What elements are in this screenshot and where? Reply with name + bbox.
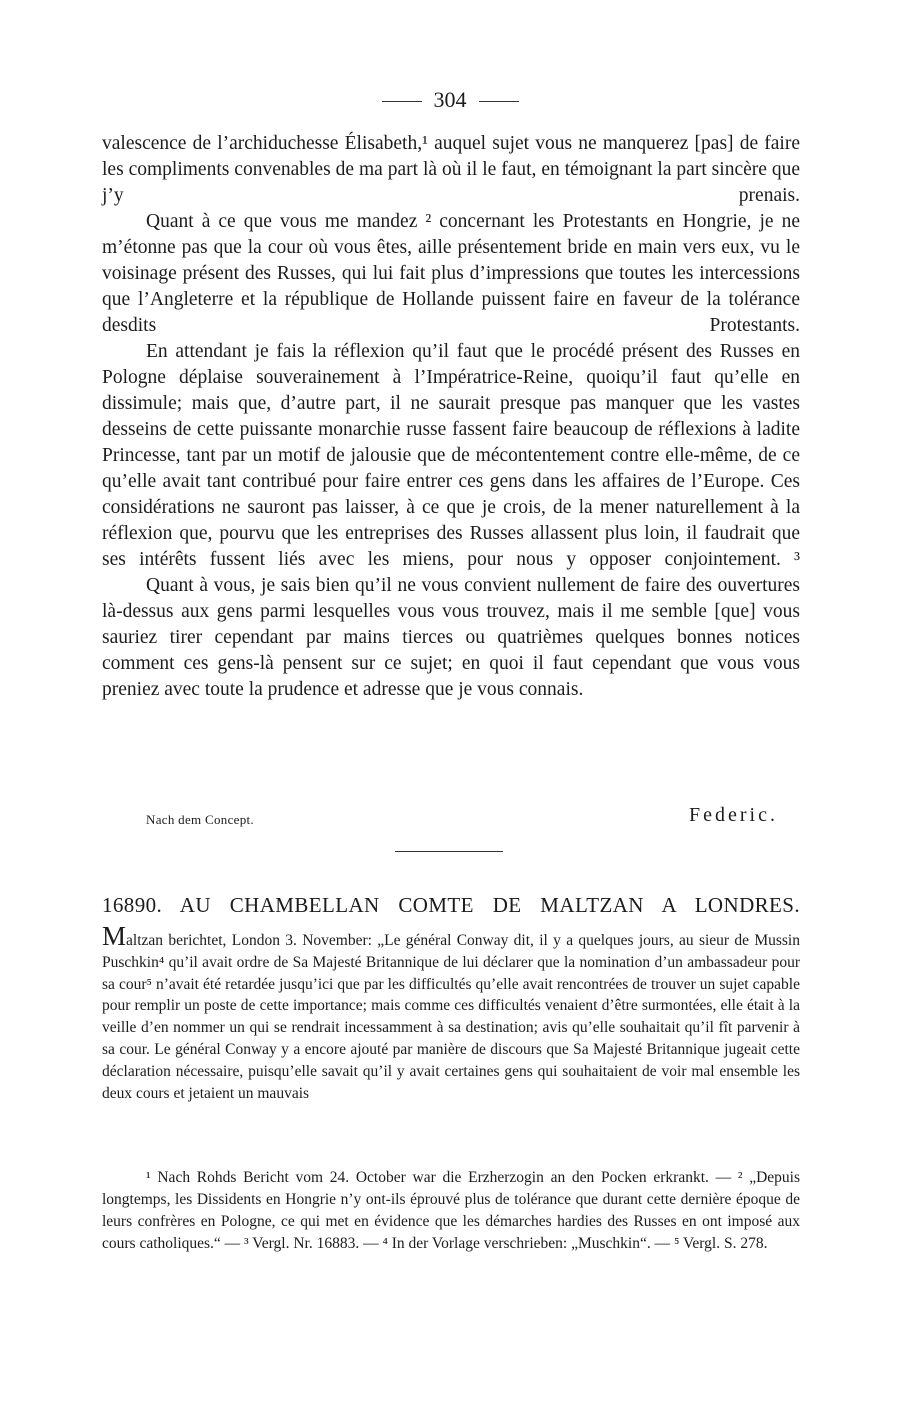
page-number-dash-left (382, 101, 422, 102)
drop-cap: M (102, 921, 127, 951)
report-paragraph (102, 921, 800, 1104)
letter-paragraph-1: valescence de l’archiduchesse Élisabeth,¹ auquel sujet vous ne manquerez [pas] de faire les compliments convenables de ma part là où il le faut, en témoignant la part sincère que j’y prenais. (102, 133, 800, 206)
letter-heading: 16890. AU CHAMBELLAN COMTE DE MALTZAN A LONDRES. (102, 893, 800, 917)
page-number (0, 87, 900, 113)
letter-paragraph-4: Quant à vous, je sais bien qu’il ne vous convient nullement de faire des ouvertures là-dessus aux gens parmi lesquelles vous vous trouvez, mais il me semble [que] vous sauriez tirer cependant par mains tierces ou quatrièmes quelques bonnes notices comment ces gens-là pensent sur ce sujet; en quoi il faut cependant que vous vous preniez avec toute la prudence et adresse que je vous connais. (102, 575, 800, 700)
page-number-text: 304 (433, 87, 467, 112)
source-note: Nach dem Concept. (146, 812, 254, 827)
report-text: altzan berichtet, London 3. November: „Le général Conway dit, il y a quelques jours, au sieur de Mussin Puschkin⁴ qu’il avait ordre de Sa Majesté Britannique de lui déclarer que la nomination d’un ambassadeur pour sa cour⁵ n’avait été retardée jusqu’ici que par les difficultés qu’elle avait rencontrées de trouver un sujet capable pour remplir un poste de cette importance; mais comme ces difficultés venaient d’être surmontées, elle était à la veille d’en nommer un qui se rendrait incessamment à sa destination; avis qu’elle souhaitait qu’il fît parvenir à sa cour. Le général Conway y a encore ajouté par manière de discours que Sa Majesté Britannique jugeait cette déclaration nécessaire, puisqu’elle savait qu’il y avait certaines gens qui souhaitaient de voir mal ensemble les deux cours et jetaient un mauvais (102, 932, 800, 1102)
footnotes-text: ¹ Nach Rohds Bericht vom 24. October war die Erzherzogin an den Pocken erkrankt. — ² „Depuis longtemps, les Dissidents en Hongrie n’y ont-ils éprouvé plus de tolérance que durant cette dernière époque de leurs confrères en Pologne, ce qui met en évidence que les démarches hardies des Russes en ont imposé aux cours catholiques.“ — ³ Vergl. Nr. 16883. — ⁴ In der Vorlage verschrieben: „Muschkin“. — ⁵ Vergl. S. 278. (102, 1169, 800, 1252)
report-body (102, 921, 800, 1104)
footnotes (102, 1167, 800, 1255)
section-divider (395, 851, 503, 852)
page-number-dash-right (479, 101, 519, 102)
letter-paragraph-2: Quant à ce que vous me mandez ² concernant les Protestants en Hongrie, je ne m’étonne pas que la cour où vous êtes, aille présentement bride en main vers eux, vu le voisinage présent des Russes, qui lui fait plus d’impressions que toutes les intercessions que l’Angleterre et la république de Hollande puissent faire en faveur de la tolérance desdits Protestants. (102, 211, 800, 336)
signature-row (102, 804, 800, 834)
signature: Federic. (689, 804, 778, 826)
letter-paragraph-3: En attendant je fais la réflexion qu’il faut que le procédé présent des Russes en Pologne déplaise souverainement à l’Impératrice-Reine, quoiqu’il faut qu’elle en dissimule; mais que, d’autre part, il ne saurait presque pas manquer que les vastes desseins de cette puissante monarchie russe fassent faire beaucoup de réflexions à ladite Princesse, tant par un motif de jalousie que de mécontentement contre elle-même, de ce qu’elle avait tant contribué pour faire entrer ces gens dans les affaires de l’Europe. Ces considérations ne sauront pas laisser, à ce que je crois, de la mener naturellement à la réflexion que, pourvu que les entreprises des Russes allassent plus loin, il faudrait que ses intérêts fussent liés avec les miens, pour nous y opposer conjointement. ³ (102, 341, 800, 570)
letter-body (102, 131, 800, 703)
